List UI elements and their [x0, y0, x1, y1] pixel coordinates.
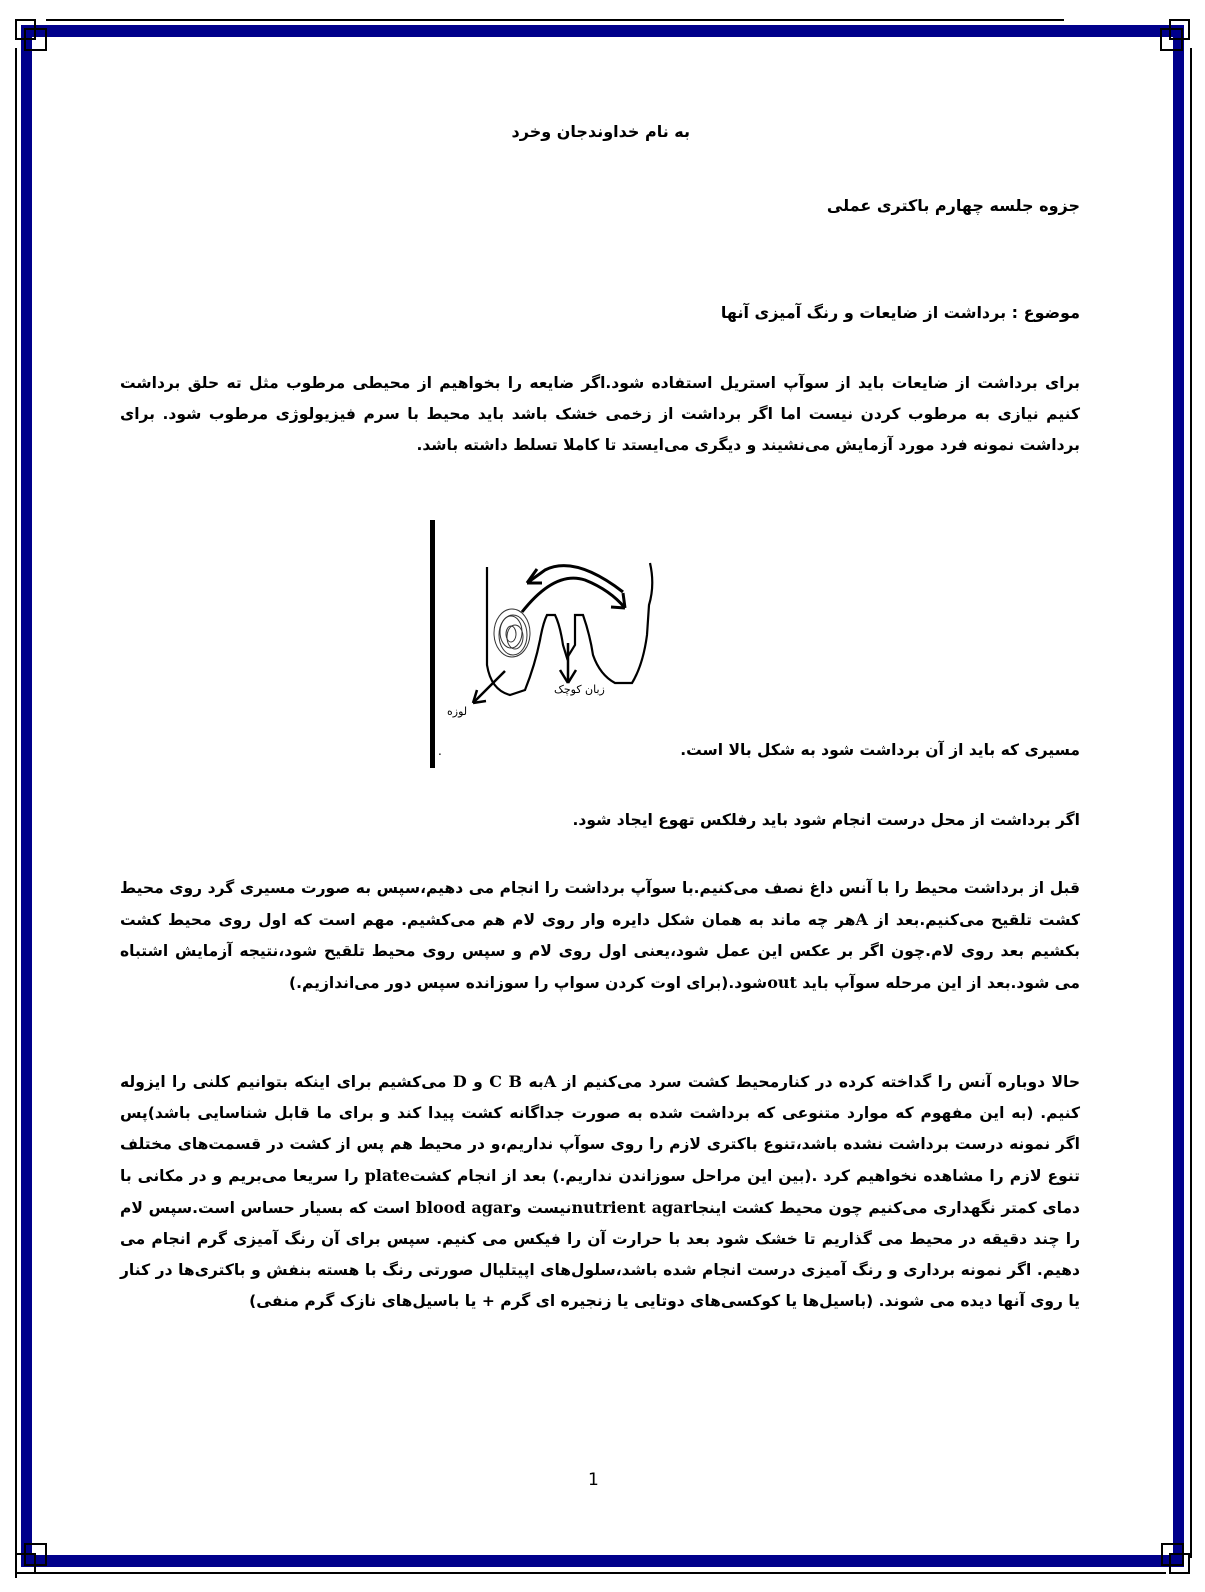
p3-text-7: است که بسیار حساس است.سپس لام را چند دقیقه در محیط می گذاریم تا خشک شود بعد با حرارت آن را فیکس می کنیم. سپس برای آن رنگ آمیزی گرم انجام می دهیم. اگر نمونه برداری و رنگ آمیزی درست انجام شده باشد،سلول‌های اپیتلیال صورتی رنگ با هسته بنفش و باکتری‌ها در کنار یا روی آنها دیده می شوند. (باسیل‌ها یا کوکسی‌های دوتایی یا زنجیره ای گرم + یا باسیل‌های نازک گرم منفی)	[120, 1199, 1080, 1310]
corner-ornament-top-right-inner	[1160, 28, 1183, 51]
p2-text-1: قبل از برداشت محیط را با آنس داغ نصف می‌کنیم.با سوآپ برداشت را انجام می دهیم،سپس به صورت مسیری گرد روی محیط کشت تلقیح می‌کنیم.بعد از	[120, 879, 1080, 929]
p2-latin-out: out	[767, 973, 797, 992]
throat-diagram-drawing	[425, 515, 675, 775]
p3-latin-plate: plate	[364, 1166, 410, 1185]
p2-latin-a: A	[855, 910, 868, 929]
p3-latin-a: A	[543, 1072, 557, 1091]
p3-text-1: حالا دوباره آنس را گداخته کرده در کنارمحیط کشت سرد می‌کنیم از	[556, 1073, 1080, 1091]
paragraph-streaking-and-staining	[120, 1066, 1080, 1317]
corner-ornament-bottom-right-inner	[1161, 1543, 1184, 1566]
document-title: به نام خداوندجان وخرد	[511, 122, 690, 141]
p2-text-2: هر چه ماند به همان شکل دایره وار روی لام هم می‌کشیم. مهم است که اول روی محیط کشت بکشیم بعد روی لام.چون اگر بر عکس این عمل شود،یعنی اول روی لام و سپس روی محیط تلقیح شود،نتیجه آزمایش اشتباه می شود.بعد از این مرحله سوآپ باید	[120, 911, 1080, 992]
throat-outline	[487, 563, 652, 695]
page-border-left	[21, 25, 32, 1567]
page-border-bottom	[21, 1555, 1184, 1567]
paragraph-swab-sampling: برای برداشت از ضایعات باید از سوآپ استریل استفاده شود.اگر ضایعه را بخواهیم از محیطی مرطوب مثل ته حلق برداشت کنیم نیازی به مرطوب کردن نیست اما اگر برداشت از زخمی خشک باشد باید محیط با سرم فیزیولوژی مرطوب شود. برای برداشت نمونه فرد مورد آزمایش می‌نشیند و دیگری می‌ایستد تا کاملا تسلط داشته باشد.	[120, 374, 1080, 454]
p3-latin-blood-agar: blood agar	[415, 1198, 512, 1217]
p3-latin-cb: C B	[489, 1072, 523, 1091]
page-border-line-right	[1190, 48, 1192, 1558]
p3-text-5: را سریعا می‌بریم و در مکانی با دمای کمتر نگهداری می‌کنیم چون محیط کشت اینجا	[120, 1167, 1081, 1217]
p3-text-3: و	[466, 1073, 490, 1091]
paragraph-gag-reflex: اگر برداشت از محل درست انجام شود باید رفلکس تهوع ایجاد شود.	[572, 811, 1080, 829]
p3-text-6: نیست و	[511, 1199, 572, 1217]
throat-swab-diagram	[425, 515, 675, 775]
document-topic: موضوع : برداشت از ضایعات و رنگ آمیزی آنها	[720, 303, 1080, 322]
corner-ornament-bottom-left-inner	[24, 1543, 47, 1566]
paragraph-inoculation	[120, 873, 1080, 999]
p2-text-3: شود.(برای اوت کردن سواپ را سوزانده سپس دور می‌اندازیم.)	[289, 974, 768, 992]
page-border-line-left	[15, 48, 17, 1578]
page-border-line-top	[46, 19, 1064, 21]
figure-caption: مسیری که باید از آن برداشت شود به شکل بالا است.	[680, 741, 1080, 759]
page-border-top	[21, 25, 1184, 37]
corner-ornament-top-left-inner	[24, 28, 47, 51]
p3-latin-nutrient-agar: nutrient agar	[571, 1198, 693, 1217]
page-border-right	[1173, 25, 1184, 1567]
page-number: 1	[588, 1470, 599, 1490]
figure-dot: .	[438, 744, 442, 758]
label-tonsil: لوزه	[447, 705, 468, 718]
page-border-line-bottom	[26, 1572, 1166, 1574]
tonsil-scribble	[494, 609, 530, 657]
diagram-vertical-bar	[430, 520, 435, 768]
document-subtitle: جزوه جلسه چهارم باکتری عملی	[826, 196, 1080, 215]
p3-text-4: می‌کشیم برای اینکه بتوانیم کلنی را ایزوله کنیم. (به این مفهوم که موارد متنوعی که برداشت شده به صورت جداگانه کشت پیدا کند و برای ما قابل شناسایی باشد)پس اگر نمونه درست برداشت نشده باشد،تنوع باکتری لازم را روی سوآپ نداریم،و در محیط هم پس از کشت در قسمت‌های مختلف تنوع لازم را مشاهده نخواهیم کرد .(بین این مراحل سوزاندن نداریم.) بعد از انجام کشت	[120, 1073, 1081, 1185]
p3-text-2: به	[522, 1073, 544, 1091]
p3-latin-d: D	[452, 1072, 467, 1091]
label-uvula: زبان کوچک	[554, 683, 605, 696]
